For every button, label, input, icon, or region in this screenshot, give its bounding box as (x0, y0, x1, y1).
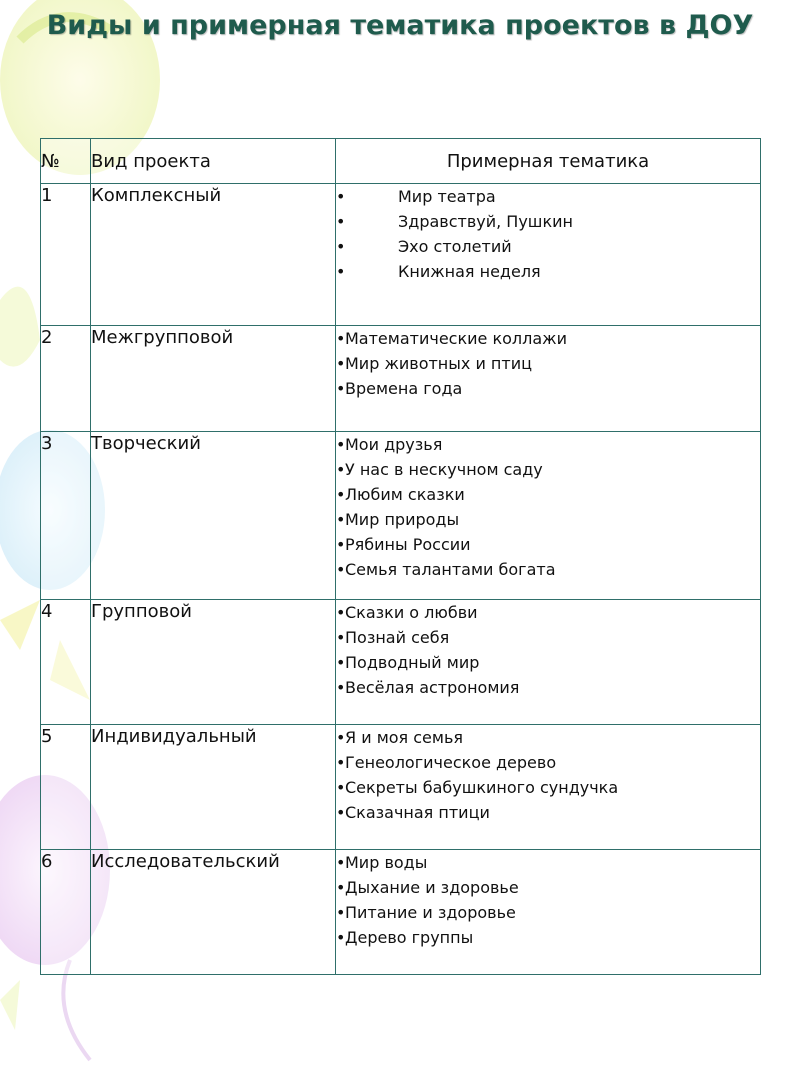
bullet: • (336, 460, 346, 479)
topics-cell (336, 184, 761, 326)
topics-cell (336, 600, 761, 725)
list-item: • Мир театра (336, 184, 760, 209)
topics-list (336, 725, 760, 825)
list-item: •Секреты бабушкиного сундучка (336, 775, 760, 800)
bullet: • (336, 928, 346, 947)
bullet: • (336, 354, 346, 373)
bullet: • (336, 653, 346, 672)
list-item: •Подводный мир (336, 650, 760, 675)
header-topics: Примерная тематика (336, 139, 761, 184)
bullet: • (336, 237, 346, 256)
list-item: •Питание и здоровье (336, 900, 760, 925)
project-kind: Групповой (91, 600, 336, 725)
row-number: 2 (41, 326, 91, 432)
row-number: 5 (41, 725, 91, 850)
table-row (41, 326, 761, 432)
table-row (41, 725, 761, 850)
bullet: • (336, 262, 346, 281)
list-item: •Мир животных и птиц (336, 351, 760, 376)
topics-cell (336, 725, 761, 850)
bullet: • (336, 510, 346, 529)
row-number: 3 (41, 432, 91, 600)
bullet: • (336, 560, 346, 579)
list-item: •Мои друзья (336, 432, 760, 457)
table-row (41, 850, 761, 975)
table-row (41, 184, 761, 326)
bullet: • (336, 753, 346, 772)
list-item: • Эхо столетий (336, 234, 760, 259)
list-item: •Весёлая астрономия (336, 675, 760, 700)
bullet: • (336, 187, 346, 206)
list-item: •Генеологическое дерево (336, 750, 760, 775)
topics-list (336, 326, 760, 401)
header-project-kind: Вид проекта (91, 139, 336, 184)
table-header-row (41, 139, 761, 184)
project-kind: Исследовательский (91, 850, 336, 975)
list-item: • Здравствуй, Пушкин (336, 209, 760, 234)
topics-list (336, 432, 760, 582)
list-item: •Дерево группы (336, 925, 760, 950)
page-title: Виды и примерная тематика проектов в ДОУ (46, 10, 754, 41)
project-kind: Межгрупповой (91, 326, 336, 432)
bullet: • (336, 603, 346, 622)
list-item: •Времена года (336, 376, 760, 401)
topics-list (336, 600, 760, 700)
list-item: • Книжная неделя (336, 259, 760, 284)
topics-cell (336, 432, 761, 600)
row-number: 6 (41, 850, 91, 975)
table-row (41, 600, 761, 725)
project-kind: Комплексный (91, 184, 336, 326)
project-kind: Творческий (91, 432, 336, 600)
bullet: • (336, 728, 346, 747)
bullet: • (336, 485, 346, 504)
list-item: •Сказачная птици (336, 800, 760, 825)
list-item: •Семья талантами богата (336, 557, 760, 582)
row-number: 4 (41, 600, 91, 725)
bullet: • (336, 803, 346, 822)
table-row (41, 432, 761, 600)
row-number: 1 (41, 184, 91, 326)
list-item: •Я и моя семья (336, 725, 760, 750)
bullet: • (336, 678, 346, 697)
topics-list (336, 850, 760, 950)
bullet: • (336, 212, 346, 231)
topics-cell (336, 326, 761, 432)
topics-list (336, 184, 760, 284)
bullet: • (336, 379, 346, 398)
project-kind: Индивидуальный (91, 725, 336, 850)
bullet: • (336, 853, 346, 872)
header-number: № (41, 139, 91, 184)
list-item: •Любим сказки (336, 482, 760, 507)
bullet: • (336, 329, 346, 348)
list-item: •Дыхание и здоровье (336, 875, 760, 900)
topics-cell (336, 850, 761, 975)
list-item: •Рябины России (336, 532, 760, 557)
bullet: • (336, 903, 346, 922)
projects-table (40, 138, 761, 975)
list-item: •Сказки о любви (336, 600, 760, 625)
bullet: • (336, 778, 346, 797)
bullet: • (336, 435, 346, 454)
list-item: •У нас в нескучном саду (336, 457, 760, 482)
list-item: •Математические коллажи (336, 326, 760, 351)
list-item: •Познай себя (336, 625, 760, 650)
list-item: •Мир воды (336, 850, 760, 875)
bullet: • (336, 535, 346, 554)
bullet: • (336, 878, 346, 897)
bullet: • (336, 628, 346, 647)
list-item: •Мир природы (336, 507, 760, 532)
